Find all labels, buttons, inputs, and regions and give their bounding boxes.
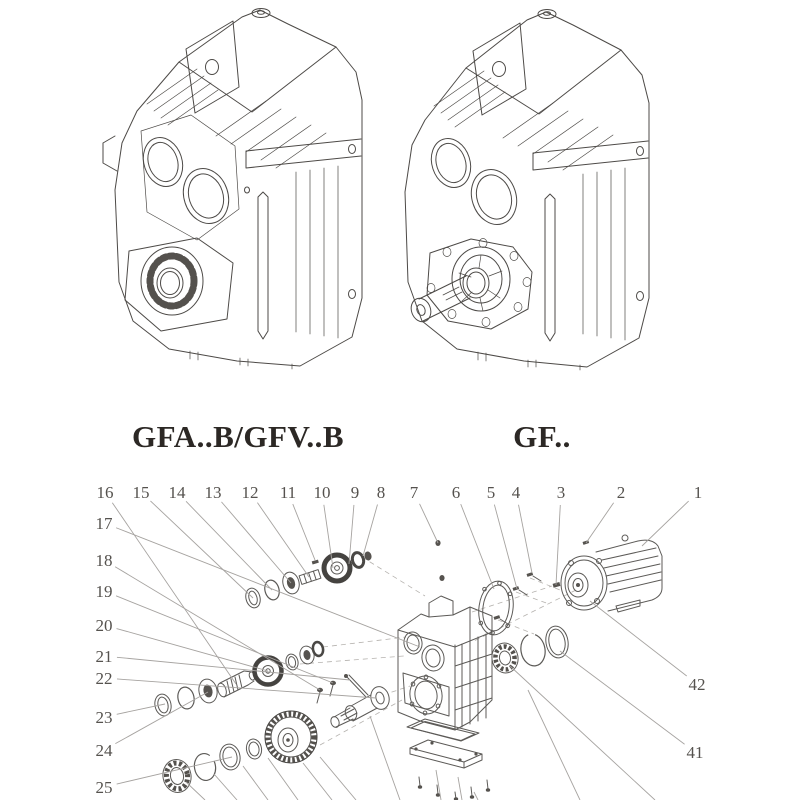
pinion-shaft [216, 671, 256, 698]
flange-bolt-holes [427, 239, 531, 327]
callout-9-label: 9 [350, 483, 360, 502]
side-band [246, 139, 361, 168]
callout-24-label: 24 [95, 741, 113, 760]
callout-15-label: 15 [132, 483, 150, 502]
side-ribs [583, 168, 625, 340]
callout-41-leader [560, 651, 685, 744]
partial-leader-6 [370, 716, 400, 800]
small-bolt [245, 187, 250, 193]
callout-8-label: 8 [376, 483, 386, 502]
callout-19-label: 19 [95, 582, 113, 601]
shaft-sleeve [299, 570, 321, 585]
callout-5-leader [494, 505, 517, 589]
callout-7-label: 7 [409, 483, 419, 502]
center-rod [258, 192, 268, 339]
callout-42-label: 42 [688, 675, 706, 694]
callout-17-label: 17 [95, 514, 113, 533]
callout-41-label: 41 [686, 743, 704, 762]
callout-3-leader [556, 505, 560, 585]
input-bearing [490, 641, 521, 675]
right-roof-fins [216, 101, 326, 168]
partial-leader-2 [243, 766, 268, 800]
assembly-axis-dashed [300, 557, 576, 745]
callout-24-leader [115, 692, 208, 744]
band-hole-top [349, 145, 356, 154]
partial-leader-0 [186, 782, 205, 800]
side-ribs [296, 166, 338, 338]
callout-23-label: 23 [95, 708, 113, 727]
callout-22-leader [117, 679, 376, 698]
output-shaft-end [408, 295, 434, 324]
output-bore-inner [161, 272, 180, 295]
callout-8-leader [363, 505, 377, 556]
partial-leader-5 [320, 757, 356, 800]
side-band [533, 141, 648, 170]
key-pin [312, 560, 319, 565]
fastener-group [317, 674, 368, 703]
callout-5-label: 5 [486, 483, 496, 502]
left-roof-fins [434, 71, 505, 127]
housing-silhouette [115, 10, 362, 366]
intermediate-shaft-assembly [153, 641, 324, 717]
band-hole-bottom [349, 290, 356, 299]
input-bore-upper [425, 133, 477, 192]
input-bore-lower [176, 163, 235, 230]
callout-3-label: 3 [556, 483, 566, 502]
partial-leader-3 [268, 758, 298, 800]
gearbox-right-drawing [405, 10, 649, 371]
snap-ring [518, 632, 547, 668]
left-lug [103, 136, 117, 171]
roof-ridge [466, 50, 621, 114]
flange-bolts [494, 540, 590, 624]
callout-42-leader [590, 601, 687, 676]
callout-11-label: 11 [279, 483, 297, 502]
callout-2-label: 2 [616, 483, 626, 502]
gasket-and-cover [407, 719, 490, 800]
partial-leader-10 [510, 666, 655, 800]
center-rod [545, 194, 555, 341]
band-hole-top [637, 147, 644, 156]
callout-15-leader [150, 501, 253, 598]
callout-4-leader [519, 505, 532, 573]
callout-12-leader [257, 503, 309, 577]
gear-housing [398, 540, 492, 730]
callout-6-label: 6 [451, 483, 461, 502]
ball-bearing-large [160, 757, 193, 794]
partial-leader-8 [458, 777, 462, 800]
shaft-keyway [443, 287, 462, 300]
callout-13-leader [221, 502, 291, 583]
callout-layer [96, 483, 706, 800]
gearbox-left-drawing [103, 9, 362, 370]
washer [351, 551, 366, 568]
output-shaft-body [419, 276, 470, 321]
input-side-assembly [475, 535, 662, 675]
snap-ring [176, 686, 196, 711]
output-gear-assembly [160, 711, 317, 795]
partial-leader-9 [474, 792, 478, 800]
partial-leader-1 [214, 774, 237, 800]
callout-6-leader [461, 504, 494, 589]
callout-25-label: 25 [95, 778, 113, 797]
exploded-view [153, 535, 662, 800]
callout-21-label: 21 [95, 647, 113, 666]
right-roof-fins [503, 103, 613, 170]
taper-bearing [197, 677, 220, 704]
callout-20-label: 20 [95, 616, 113, 635]
vent-plug [439, 575, 444, 581]
callout-13-label: 13 [204, 483, 222, 502]
callout-4-label: 4 [511, 483, 521, 502]
cover-bolts [418, 777, 490, 800]
plate-hole [206, 60, 219, 75]
base-feet [190, 351, 292, 369]
shaft-hub-inner [467, 272, 485, 294]
callout-7-leader [420, 504, 438, 543]
callout-1-leader [642, 501, 689, 546]
plate-hole [493, 62, 506, 77]
bearing-ring-inner [460, 255, 502, 303]
left-roof-fins [147, 69, 218, 125]
callout-22-label: 22 [95, 669, 113, 688]
callout-10-label: 10 [313, 483, 331, 502]
eyebolt-boss [252, 9, 270, 18]
callout-14-label: 14 [168, 483, 186, 502]
band-hole-bottom [637, 292, 644, 301]
callout-17-leader [116, 528, 420, 647]
helical-gear-large [265, 711, 317, 763]
callout-19-leader [116, 596, 333, 683]
input-flange-unit [561, 535, 662, 612]
pinion-gear [324, 555, 350, 581]
partial-leader-4 [303, 763, 332, 800]
eyebolt-hole [258, 11, 265, 15]
right-model-label: GF.. [513, 419, 571, 454]
front-plate [186, 21, 239, 113]
callout-16-label: 16 [96, 483, 114, 502]
callout-12-label: 12 [241, 483, 259, 502]
callout-18-label: 18 [95, 551, 113, 570]
output-bearing-balls [150, 256, 194, 306]
callout-1-label: 1 [693, 483, 703, 502]
roof-ridge [179, 47, 336, 112]
retaining-ring [192, 752, 217, 782]
input-bore-lower [464, 164, 523, 231]
input-gasket [475, 579, 516, 637]
callout-2-leader [586, 503, 614, 543]
left-model-label: GFA..B/GFV..B [131, 419, 345, 454]
callout-11-leader [293, 504, 315, 560]
